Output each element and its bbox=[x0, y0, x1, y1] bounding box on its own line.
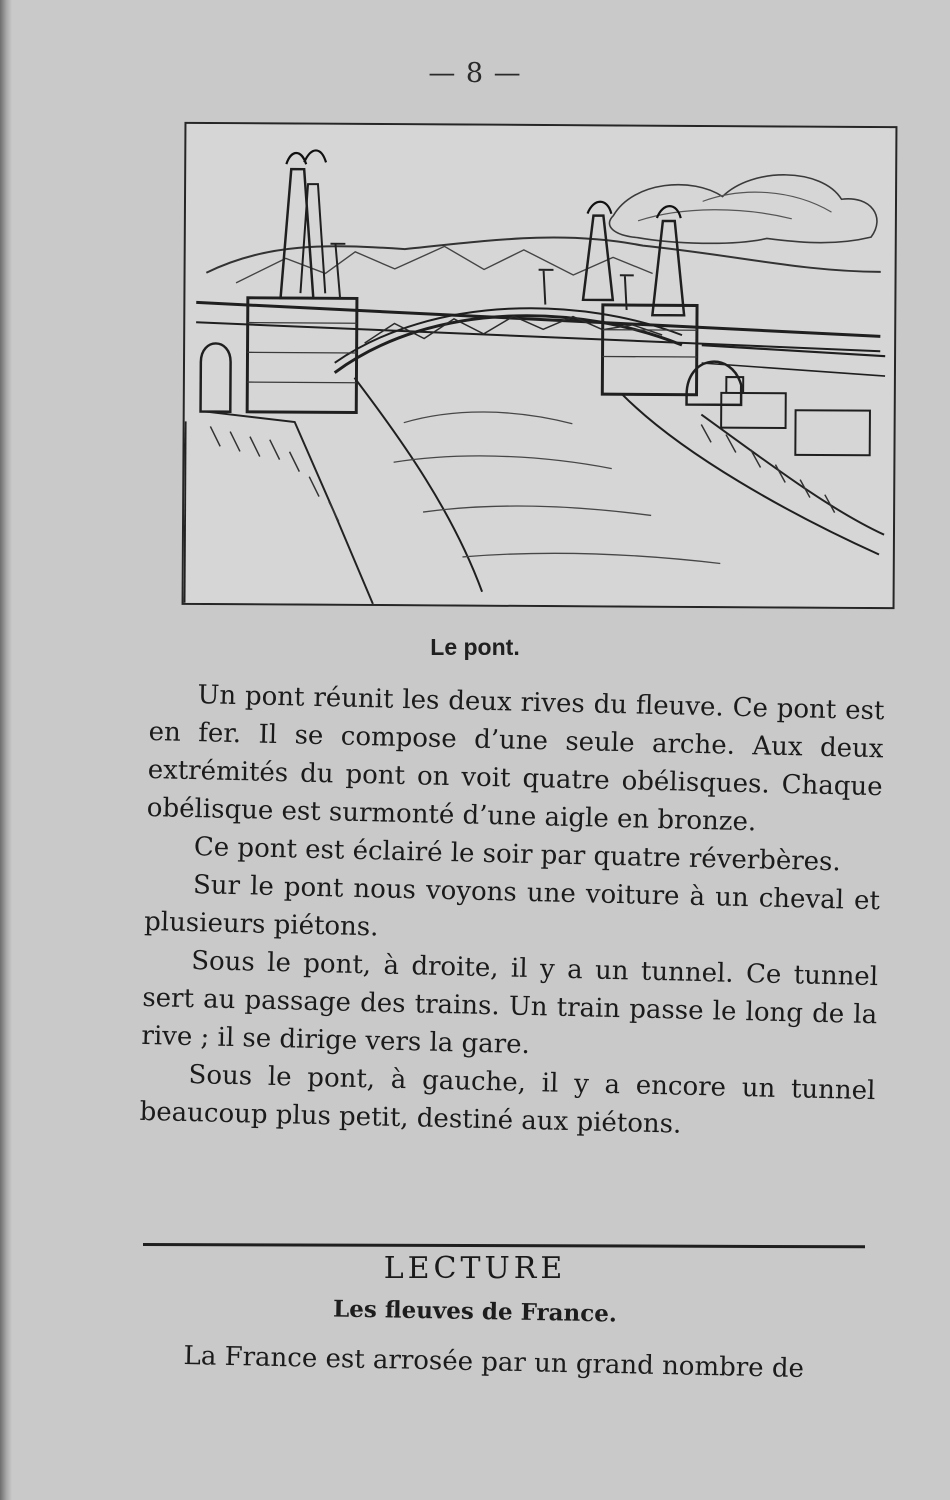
section-divider bbox=[143, 1243, 865, 1248]
paragraph-5: Sous le pont, à gauche, il y a encore un tunnel beaucoup plus petit, destiné aux piétons. bbox=[139, 1060, 876, 1140]
paragraph-4: Sous le pont, à droite, il y a un tunnel. Ce tunnel sert au passage des trains. Un train passe le long de la rive ; il se dirige vers la gare. bbox=[141, 946, 879, 1061]
bridge-illustration bbox=[182, 122, 898, 609]
lesson-text bbox=[139, 675, 885, 1148]
lecture-paragraph: La France est arrosée par un grand nombre de bbox=[183, 1340, 805, 1384]
paragraph-1: Un pont réunit les deux rives du fleuve. Ce pont est en fer. Il se compose d’une seule arche. Aux deux extrémités du pont on voit quatre obélisques. Chaque obélisque est surmonté d’une aigle en bronze. bbox=[146, 680, 885, 838]
illustration-caption: Le pont. bbox=[430, 634, 520, 660]
page-number: — 8 — bbox=[428, 58, 522, 89]
paragraph-3: Sur le pont nous voyons une voiture à un cheval et plusieurs piétons. bbox=[143, 870, 881, 943]
paragraph-2: Ce pont est éclairé le soir par quatre réverbères. bbox=[193, 832, 842, 878]
bridge-drawing bbox=[184, 124, 896, 607]
lecture-text bbox=[183, 1337, 864, 1389]
lecture-title: LECTURE bbox=[383, 1251, 567, 1286]
lecture-subtitle: Les fleuves de France. bbox=[332, 1295, 618, 1328]
